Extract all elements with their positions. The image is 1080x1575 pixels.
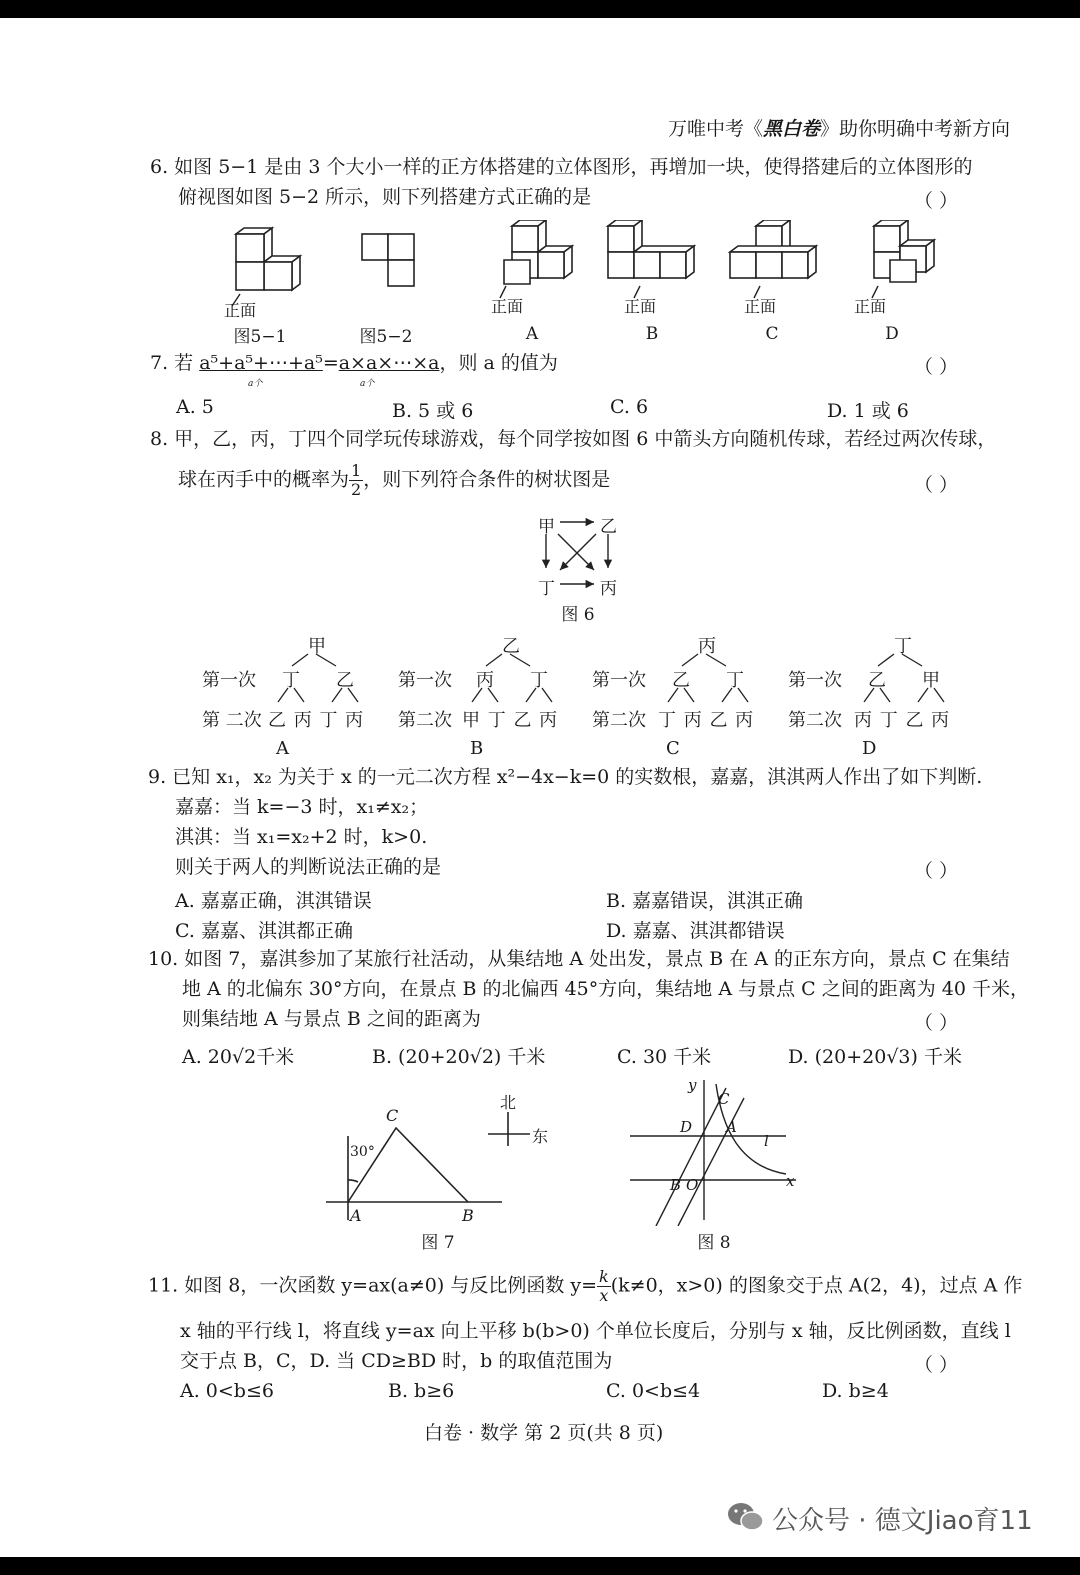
q9-answer-paren: （ ） (914, 860, 959, 882)
q10-line3: 则集结地 A 与景点 B 之间的距离为 (182, 1008, 481, 1030)
fig6-jia: 甲 (538, 517, 555, 537)
option-a-front-label: 正面 (491, 297, 524, 316)
fig7-triangle (320, 1090, 510, 1230)
option-c-caption: C (765, 324, 779, 344)
fig5-1-caption: 图5−1 (233, 327, 287, 347)
fig8-point-b: B (670, 1176, 682, 1194)
tree-a-first-1: 丁 (282, 670, 300, 691)
tree-c-second: 丁 丙 乙 丙 (658, 710, 754, 731)
q9-line1: 9. 已知 x₁，x₂ 为关于 x 的一元二次方程 x²−4x−k=0 的实数根，嘉嘉，淇淇两人作出了如下判断. (148, 766, 983, 788)
q9-option-d: D. 嘉嘉、淇淇都错误 (606, 920, 785, 942)
tree-a-root: 甲 (308, 636, 326, 657)
q8-line1: 8. 甲，乙，丙，丁四个同学玩传球游戏，每个同学按如图 6 中箭头方向随机传球，若经过两次传球， (150, 428, 997, 450)
q6-line1: 6. 如图 5−1 是由 3 个大小一样的正方体搭建的立体图形，再增加一块，使得搭建后的立体图形的 (150, 156, 973, 178)
q9-option-b: B. 嘉嘉错误，淇淇正确 (606, 890, 804, 912)
tree-branches (250, 650, 970, 710)
q11-option-d: D. b≥4 (822, 1380, 889, 1402)
q10-line2: 地 A 的北偏东 30°方向，在景点 B 的北偏西 45°方向，集结地 A 与景点 C 之间的距离为 40 千米， (182, 978, 1029, 1000)
tree-a-label: A (276, 738, 289, 759)
header-pre: 万唯中考《 (668, 118, 764, 140)
q7-option-c: C. 6 (610, 396, 649, 418)
option-d-front-label: 正面 (854, 297, 887, 316)
fig7-point-a: A (350, 1206, 362, 1225)
header-bold: 黑白卷 (763, 118, 821, 140)
q6-line2: 俯视图如图 5−2 所示，则下列搭建方式正确的是 (178, 186, 592, 208)
q7-stem: 7. 若 a⁵+a⁵+⋯+a⁵=a×a×⋯×a，则 a 的值为 (150, 352, 558, 374)
fig8-graph (626, 1076, 806, 1226)
tree-d-second: 丙 丁 乙 丙 (854, 710, 950, 731)
q7-right-expr: a×a×⋯×a (338, 352, 440, 374)
q10-answer-paren: （ ） (914, 1012, 959, 1034)
tree-c-first-label: 第一次 (592, 670, 646, 691)
q8-answer-paren: （ ） (914, 474, 959, 496)
tree-c-label: C (666, 738, 680, 759)
tree-d-second-label: 第二次 (788, 710, 842, 731)
watermark-text: 公众号 · 德文Jiao育11 (772, 1506, 1033, 1536)
q11-line1: 11. 如图 8，一次函数 y=ax(a≠0) 与反比例函数 y= $\frac{k}{x}$ (k≠0，x>0) 的图象交于点 A(2，4)，过点 A 作 (148, 1267, 1023, 1305)
fig5-2-caption: 图5−2 (359, 327, 413, 347)
q7-option-b: B. 5 或 6 (392, 400, 474, 422)
tree-b-second: 甲 丁 乙 丙 (462, 710, 558, 731)
wechat-icon (726, 1500, 766, 1534)
fig7-point-c: C (386, 1106, 399, 1125)
option-a-cubes (504, 220, 572, 284)
q10-option-b: B. (20+20√2) 千米 (372, 1046, 546, 1068)
q8-line2: 球在丙手中的概率为 $\frac{1}{2}$ ，则下列符合条件的树状图是 (178, 461, 611, 499)
fig7-angle: 30° (350, 1144, 375, 1160)
q11-line3: 交于点 B，C，D. 当 CD≥BD 时，b 的取值范围为 (180, 1350, 613, 1372)
option-c-cubes (730, 220, 816, 278)
q10-option-d: D. (20+20√3) 千米 (788, 1046, 962, 1068)
option-d-caption: D (885, 324, 899, 344)
tree-a-first-2: 乙 (336, 670, 354, 691)
fig6-bing: 丙 (600, 579, 617, 599)
q9-line3: 淇淇：当 x₁=x₂+2 时，k>0. (175, 826, 428, 848)
tree-c-second-label: 第二次 (592, 710, 646, 731)
q7-option-d: D. 1 或 6 (827, 400, 909, 422)
option-a-caption: A (525, 324, 539, 344)
fig7-point-b: B (462, 1206, 474, 1225)
q9-option-c: C. 嘉嘉、淇淇都正确 (175, 920, 353, 942)
fig8-origin: O (686, 1176, 699, 1194)
tree-a-second-label: 第 二次 (202, 710, 262, 731)
fig6-yi: 乙 (600, 517, 617, 537)
fig6-caption: 图 6 (561, 605, 595, 625)
q7-left-expr: a⁵+a⁵+⋯+a⁵ (199, 352, 323, 374)
option-b-front-label: 正面 (624, 297, 657, 316)
fig8-point-d: D (680, 1118, 693, 1136)
fig5-1-cubes (236, 228, 300, 290)
q9-line2: 嘉嘉：当 k=−3 时，x₁≠x₂； (175, 796, 429, 818)
q11-option-a: A. 0<b≤6 (180, 1380, 274, 1402)
tree-c-root: 丙 (698, 636, 716, 657)
fig8-point-a: A (726, 1118, 737, 1136)
tree-d-first-label: 第一次 (788, 670, 842, 691)
fig8-line-l: l (764, 1132, 769, 1150)
tree-b-label: B (470, 738, 484, 759)
tree-b-first-1: 丙 (476, 670, 494, 691)
tree-d-first-2: 甲 (922, 670, 940, 691)
q7-option-a: A. 5 (176, 396, 214, 418)
fig5-2-topview (362, 234, 414, 286)
fig8-point-c: C (718, 1090, 730, 1108)
option-d-cubes (874, 220, 934, 282)
q7-brace-label-left: a个 (248, 379, 263, 389)
fig6-arrows (530, 508, 630, 598)
q9-line4: 则关于两人的判断说法正确的是 (175, 856, 442, 878)
q10-option-a: A. 20√2千米 (182, 1046, 295, 1068)
tree-d-first-1: 乙 (868, 670, 886, 691)
compass-east: 东 (532, 1127, 549, 1146)
q11-line2: x 轴的平行线 l，将直线 y=ax 向上平移 b(b>0) 个单位长度后，分别与 x 轴，反比例函数，直线 l (180, 1320, 1011, 1342)
tree-b-first-label: 第一次 (398, 670, 452, 691)
option-b-caption: B (645, 324, 659, 344)
fig7-caption: 图 7 (421, 1233, 455, 1253)
q8-fraction: $\frac{1}{2}$ (351, 461, 362, 499)
q11-fraction: $\frac{k}{x}$ (599, 1267, 609, 1305)
page-footer: 白卷 · 数学 第 2 页(共 8 页) (424, 1422, 664, 1444)
fig8-caption: 图 8 (697, 1233, 731, 1253)
q10-line1: 10. 如图 7，嘉淇参加了某旅行社活动，从集结地 A 处出发，景点 B 在 A 的正东方向，景点 C 在集结 (148, 948, 1010, 970)
option-c-front-label: 正面 (744, 297, 777, 316)
q11-option-b: B. b≥6 (388, 1380, 455, 1402)
q10-option-c: C. 30 千米 (617, 1046, 712, 1068)
tree-b-second-label: 第二次 (398, 710, 452, 731)
header-post: 》助你明确中考新方向 (820, 118, 1011, 140)
fig5-1-front-label: 正面 (224, 301, 257, 320)
tree-c-first-2: 丁 (726, 670, 744, 691)
q11-option-c: C. 0<b≤4 (606, 1380, 701, 1402)
option-b-cubes (608, 220, 694, 278)
bottom-border (0, 1557, 1080, 1575)
q11-answer-paren: （ ） (914, 1354, 959, 1376)
tree-b-root: 乙 (502, 636, 520, 657)
compass-icon (486, 1108, 534, 1148)
page-header (668, 118, 1010, 140)
fig8-y-label: y (688, 1076, 697, 1094)
q7-answer-paren: （ ） (914, 356, 959, 378)
tree-d-root: 丁 (894, 636, 912, 657)
fig8-x-label: x (786, 1172, 795, 1190)
q6-answer-paren: （ ） (914, 190, 959, 212)
fig6-ding: 丁 (538, 579, 555, 599)
tree-c-first-1: 乙 (672, 670, 690, 691)
tree-a-first-label: 第一次 (202, 670, 256, 691)
top-border (0, 0, 1080, 18)
q9-option-a: A. 嘉嘉正确，淇淇错误 (175, 890, 372, 912)
tree-a-second: 乙 丙 丁 丙 (268, 710, 364, 731)
compass-north: 北 (500, 1093, 517, 1112)
tree-b-first-2: 丁 (530, 670, 548, 691)
tree-d-label: D (862, 738, 877, 759)
q7-brace-label-right: a个 (360, 379, 375, 389)
